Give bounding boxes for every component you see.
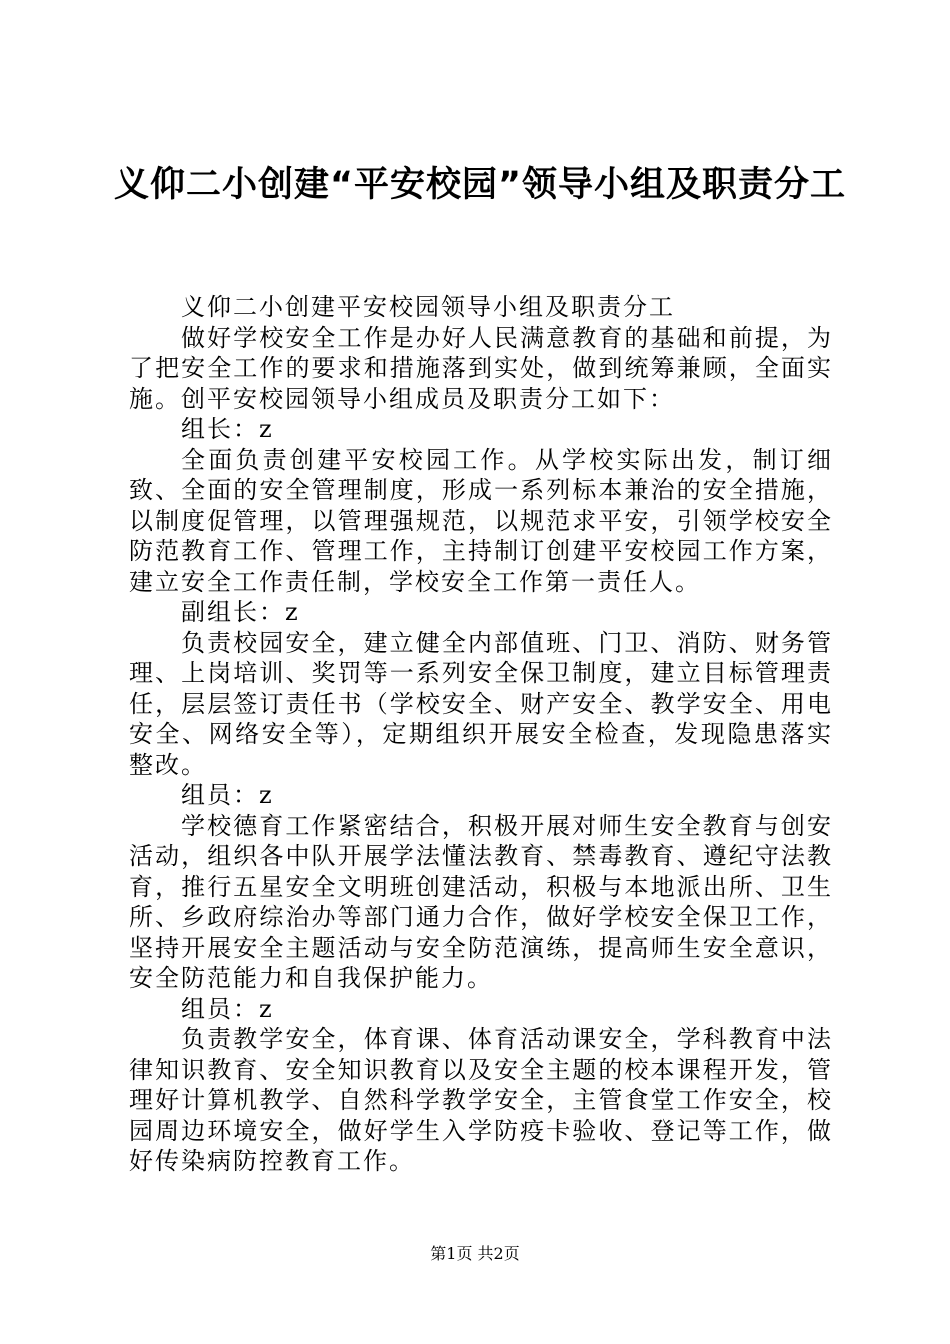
document-title: 义仰二小创建“平安校园”领导小组及职责分工 <box>113 165 846 205</box>
paragraph-deputy-duties: 负责校园安全，建立健全内部值班、门卫、消防、财务管理、上岗培训、奖罚等一系列安全保卫制度，建立目标管理责任，层层签订责任书（学校安全、财产安全、教学安全、用电安全、网络安全等），定期组织开展安全检查，发现隐患落实整改。 <box>129 628 833 779</box>
paragraph-intro: 做好学校安全工作是办好人民满意教育的基础和前提，为了把安全工作的要求和措施落到实处，做到统筹兼顾，全面实施。创平安校园领导小组成员及职责分工如下： <box>129 323 833 413</box>
page-number-footer: 第1页 共2页 <box>430 1244 520 1263</box>
role-member-2: 组员：z <box>181 994 274 1023</box>
paragraph-member-2-duties: 负责教学安全，体育课、体育活动课安全，学科教育中法律知识教育、安全知识教育以及安全主题的校本课程开发，管理好计算机教学、自然科学教学安全，主管食堂工作安全，校园周边环境安全，做好学生入学防疫卡验收、登记等工作，做好传染病防控教育工作。 <box>129 1025 833 1175</box>
role-member-1: 组员：z <box>181 781 274 809</box>
document-body <box>129 292 833 1177</box>
paragraph-leader-duties: 全面负责创建平安校园工作。从学校实际出发，制订细致、全面的安全管理制度，形成一系列标本兼治的安全措施，以制度促管理，以管理强规范，以规范求平安，引领学校安全防范教育工作、管理工作，主持制订创建平安校园工作方案，建立安全工作责任制，学校安全工作第一责任人。 <box>129 445 833 596</box>
role-deputy-leader: 副组长：z <box>181 598 300 626</box>
paragraph-member-1-duties: 学校德育工作紧密结合，积极开展对师生安全教育与创安活动，组织各中队开展学法懂法教育、禁毒教育、遵纪守法教育，推行五星安全文明班创建活动，积极与本地派出所、卫生所、乡政府综治办等部门通力合作，做好学校安全保卫工作，坚持开展安全主题活动与安全防范演练，提高师生安全意识，安全防范能力和自我保护能力。 <box>129 811 833 992</box>
role-leader: 组长：z <box>181 415 274 443</box>
paragraph-subtitle: 义仰二小创建平安校园领导小组及职责分工 <box>181 293 675 321</box>
